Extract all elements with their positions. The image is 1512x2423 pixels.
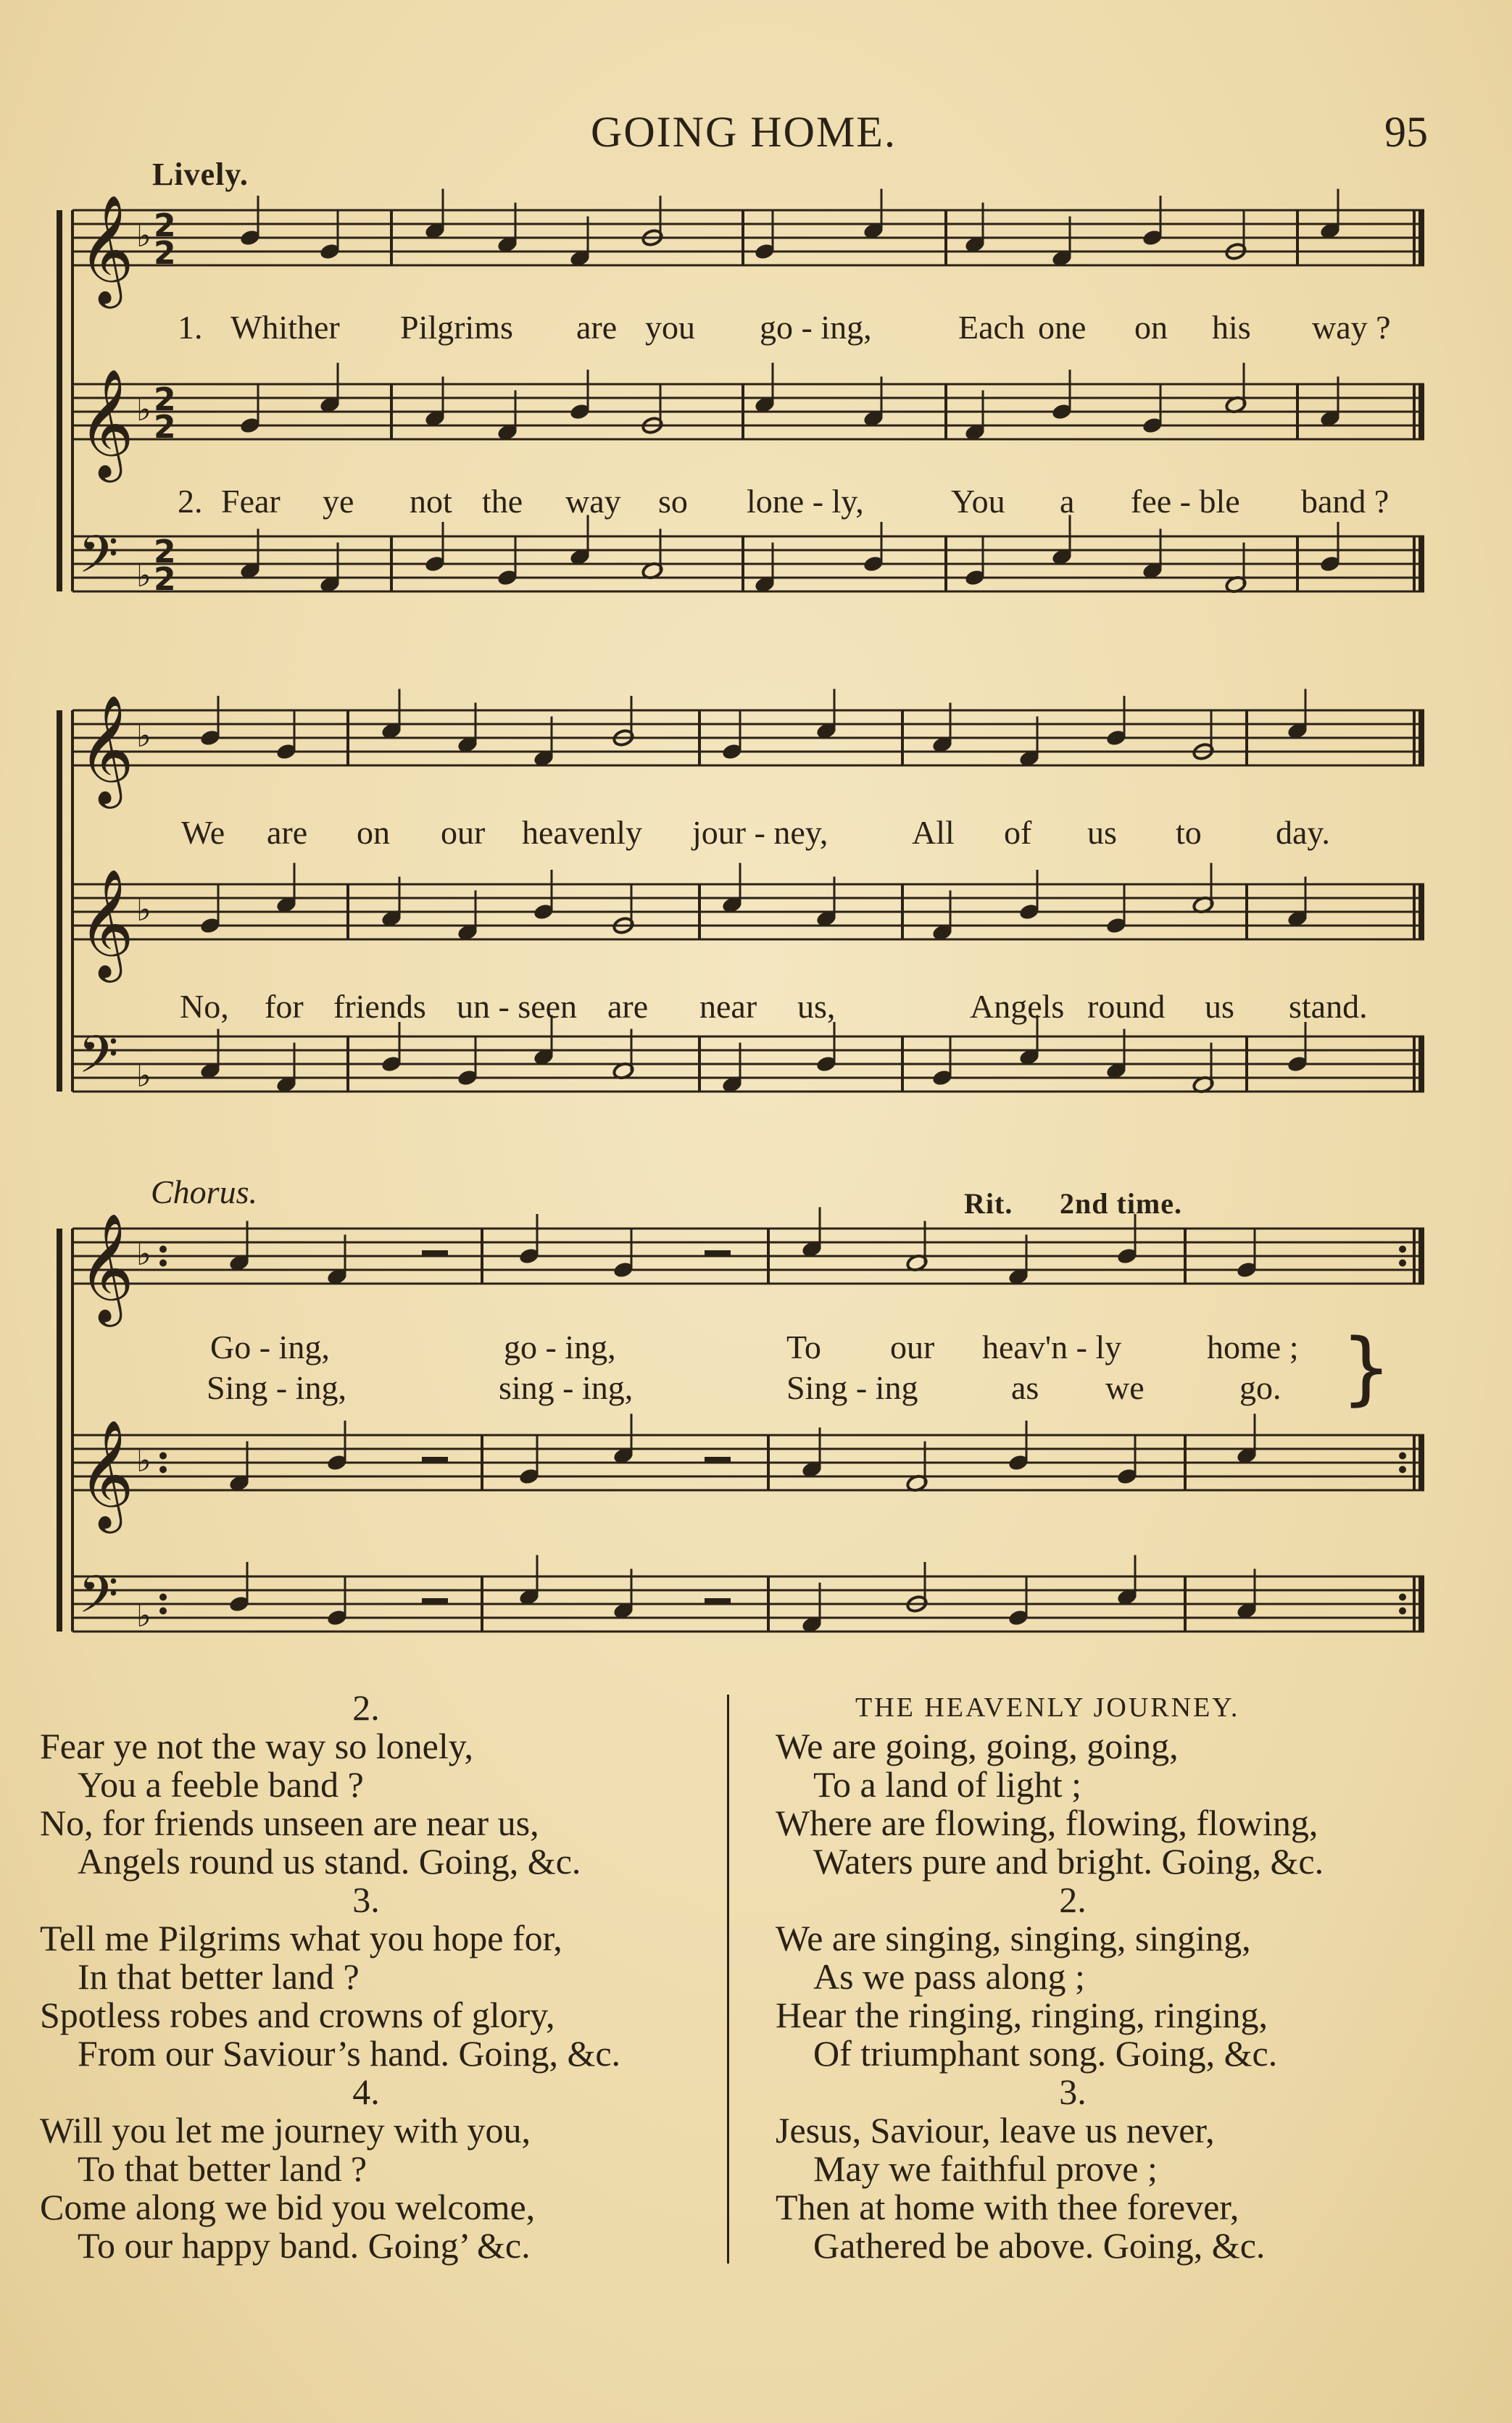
lyric-word: you xyxy=(645,309,695,346)
bass-clef-icon: 𝄢 xyxy=(78,525,119,597)
time-signature-numerator: 2 xyxy=(154,207,176,244)
lyric-word: not xyxy=(410,483,452,520)
lyric-word: for xyxy=(265,988,304,1025)
lyric-word: Pilgrims xyxy=(400,309,513,346)
bass-clef-icon: 𝄢 xyxy=(78,1565,119,1637)
flat-icon: ♭ xyxy=(136,1057,151,1094)
final-bar-line xyxy=(1418,210,1424,265)
half-rest xyxy=(422,1598,448,1605)
lyric-word: fee - ble xyxy=(1131,483,1240,520)
staff xyxy=(72,710,1424,765)
staff xyxy=(72,384,1424,439)
final-bar-line xyxy=(1418,1576,1424,1632)
repeat-dot xyxy=(1399,1246,1406,1253)
verse-line: May we faithful prove ; xyxy=(813,2148,1158,2189)
staff xyxy=(72,1229,1424,1284)
lyric-word: Sing - ing, xyxy=(207,1369,346,1406)
lyric-word: un - seen xyxy=(457,988,578,1025)
lyric-word: one xyxy=(1038,309,1087,346)
verse-line: To our happy band. Going’ &c. xyxy=(78,2225,531,2266)
half-rest xyxy=(422,1457,448,1463)
lyric-word: round xyxy=(1087,988,1166,1025)
final-bar-line xyxy=(1418,1435,1424,1490)
lyric-word: Sing - ing xyxy=(786,1369,918,1406)
lyric-word: heavenly xyxy=(522,814,643,851)
final-bar-line xyxy=(1418,384,1424,439)
lyric-word: ye xyxy=(323,483,354,520)
treble-clef-icon: 𝄞 xyxy=(78,367,134,478)
verse-line: Waters pure and bright. Going, &c. xyxy=(813,1841,1324,1882)
time-signature-numerator: 2 xyxy=(154,533,176,570)
lyric-line-chorus-2 xyxy=(0,1368,1512,1409)
tempo-marking: Lively. xyxy=(152,157,249,192)
repeat-dot xyxy=(159,1466,167,1474)
treble-clef-icon: 𝄞 xyxy=(78,1212,134,1322)
lyric-word: To xyxy=(786,1329,821,1366)
verse-line: Come along we bid you welcome, xyxy=(40,2187,536,2227)
lyric-word: us, xyxy=(797,988,836,1025)
lyric-word: as xyxy=(1011,1369,1039,1406)
repeat-dot xyxy=(1399,1608,1406,1615)
lyric-word: Go - ing, xyxy=(210,1329,330,1366)
lyric-word: You xyxy=(951,483,1005,520)
verse-line: Will you let me journey with you, xyxy=(40,2110,531,2150)
stanza-number: 4. xyxy=(352,2071,380,2112)
lyric-word: a xyxy=(1060,483,1075,520)
repeat-dot xyxy=(159,1246,167,1253)
lyric-word: day. xyxy=(1276,814,1330,851)
repeat-dot xyxy=(159,1594,167,1601)
verse-line: Jesus, Saviour, leave us never, xyxy=(776,2110,1215,2150)
repeat-dot xyxy=(1399,1452,1406,1460)
verse-line: Hear the ringing, ringing, ringing, xyxy=(776,1995,1268,2035)
page-title: GOING HOME. xyxy=(591,108,897,156)
lyric-word: are xyxy=(267,814,308,851)
staff xyxy=(72,210,1424,265)
system-bracket xyxy=(57,1229,62,1632)
lyric-word: his xyxy=(1212,309,1251,346)
verse-line: Gathered be above. Going, &c. xyxy=(813,2225,1266,2266)
treble-clef-icon: 𝄞 xyxy=(78,194,134,304)
lyric-word: us xyxy=(1087,814,1117,851)
lyric-word: Fear xyxy=(221,483,281,520)
verse-line: To a land of light ; xyxy=(813,1764,1082,1805)
stanza-number: 3. xyxy=(1059,2071,1087,2112)
lyric-word: home ; xyxy=(1207,1329,1299,1366)
lyric-word: on xyxy=(1134,309,1168,346)
verse-line: As we pass along ; xyxy=(813,1956,1085,1997)
verse-line: Of triumphant song. Going, &c. xyxy=(813,2033,1278,2074)
stanza-number: 3. xyxy=(352,1879,380,1920)
lyric-word: we xyxy=(1105,1369,1145,1406)
page-number: 95 xyxy=(1384,108,1428,156)
lyric-word: our xyxy=(890,1329,935,1366)
final-bar-line xyxy=(1418,884,1424,939)
flat-icon: ♭ xyxy=(136,557,151,594)
verse-number: 2. xyxy=(178,483,203,520)
verse-line: We are going, going, going, xyxy=(776,1726,1179,1766)
half-rest xyxy=(705,1457,731,1463)
lyric-word: way ? xyxy=(1312,309,1391,346)
lyric-word: stand. xyxy=(1289,988,1368,1025)
brace-icon: } xyxy=(1341,1321,1392,1414)
repeat-dot xyxy=(1399,1260,1406,1267)
flat-icon: ♭ xyxy=(136,1236,151,1273)
system-bracket xyxy=(57,710,62,1092)
lyric-word: our xyxy=(441,814,486,851)
treble-clef-icon: 𝄞 xyxy=(78,868,134,978)
treble-clef-icon: 𝄞 xyxy=(78,694,134,804)
lyric-word: way xyxy=(565,483,621,520)
half-rest xyxy=(422,1250,448,1257)
hymn-subtitle: THE HEAVENLY JOURNEY. xyxy=(855,1692,1240,1723)
staff xyxy=(72,1435,1424,1490)
staff xyxy=(72,884,1424,939)
time-signature-denominator: 2 xyxy=(154,409,176,446)
lyric-word: go - ing, xyxy=(760,309,872,346)
repeat-dot xyxy=(159,1452,167,1460)
bass-clef-icon: 𝄢 xyxy=(78,1025,119,1097)
lyric-word: are xyxy=(607,988,649,1025)
lyric-word: are xyxy=(576,309,618,346)
lyric-word: No, xyxy=(180,988,229,1025)
lyric-word: jour - ney, xyxy=(692,814,828,851)
flat-icon: ♭ xyxy=(136,217,151,254)
staff xyxy=(72,536,1424,591)
verse-number: 1. xyxy=(178,309,203,346)
half-rest xyxy=(705,1250,731,1257)
stanza-number: 2. xyxy=(1059,1879,1087,1920)
chorus-label: Chorus. xyxy=(151,1173,257,1210)
flat-icon: ♭ xyxy=(136,718,151,755)
verse-line: Tell me Pilgrims what you hope for, xyxy=(40,1918,562,1958)
column-divider xyxy=(727,1695,729,2264)
repeat-dot xyxy=(159,1608,167,1615)
stanza-number: 2. xyxy=(352,1687,380,1728)
lyric-word: on xyxy=(357,814,390,851)
time-signature-denominator: 2 xyxy=(154,235,176,272)
lyric-word: go - ing, xyxy=(504,1329,616,1366)
lyric-word: lone - ly, xyxy=(747,483,864,520)
time-signature-denominator: 2 xyxy=(154,561,176,598)
staff xyxy=(72,1036,1424,1092)
lyric-line-s1-2 xyxy=(0,482,1512,525)
verse-line: You a feeble band ? xyxy=(78,1764,364,1805)
verse-line: Angels round us stand. Going, &c. xyxy=(78,1841,581,1882)
staff xyxy=(72,1576,1424,1632)
verse-line: We are singing, singing, singing, xyxy=(776,1918,1251,1958)
final-bar-line xyxy=(1418,1229,1424,1284)
flat-icon: ♭ xyxy=(136,1597,151,1634)
lyric-word: so xyxy=(658,483,688,520)
lyric-word: Whither xyxy=(230,309,340,346)
verse-line: Fear ye not the way so lonely, xyxy=(40,1726,473,1766)
final-bar-line xyxy=(1418,1036,1424,1092)
flat-icon: ♭ xyxy=(136,1442,151,1479)
repeat-dot xyxy=(1399,1466,1406,1474)
verse-line: No, for friends unseen are near us, xyxy=(40,1803,539,1843)
half-rest xyxy=(705,1598,731,1605)
repeat-dot xyxy=(1399,1594,1406,1601)
verse-line: Spotless robes and crowns of glory, xyxy=(40,1995,555,2035)
system-bracket xyxy=(57,210,62,591)
verse-line: In that better land ? xyxy=(78,1956,360,1997)
lyric-word: All xyxy=(912,814,955,851)
lyric-word: Angels xyxy=(970,988,1065,1025)
lyric-word: heav'n - ly xyxy=(982,1329,1122,1366)
treble-clef-icon: 𝄞 xyxy=(78,1418,134,1529)
time-signature-numerator: 2 xyxy=(154,381,176,418)
lyric-word: near xyxy=(699,988,757,1025)
lyric-word: sing - ing, xyxy=(499,1369,634,1406)
lyric-word: us xyxy=(1205,988,1234,1025)
lyric-line-chorus-1 xyxy=(0,1328,1512,1368)
repeat-dot xyxy=(159,1260,167,1267)
flat-icon: ♭ xyxy=(136,391,151,428)
verses-right xyxy=(776,1689,1500,2265)
verse-line: From our Saviour’s hand. Going, &c. xyxy=(78,2033,621,2074)
verse-line: Then at home with thee forever, xyxy=(776,2187,1239,2227)
final-bar-line xyxy=(1418,536,1424,591)
final-bar-line xyxy=(1418,710,1424,765)
lyric-word: band ? xyxy=(1301,483,1390,520)
lyric-word: Each xyxy=(958,309,1025,346)
lyric-word: We xyxy=(181,814,225,851)
lyric-line-s2-2 xyxy=(0,987,1512,1031)
ritardando-marking: Rit. xyxy=(964,1187,1013,1220)
lyric-word: of xyxy=(1004,814,1032,851)
lyric-line-s2-1 xyxy=(0,813,1512,857)
lyric-word: go. xyxy=(1239,1369,1282,1406)
lyric-word: the xyxy=(482,483,523,520)
verses-left xyxy=(40,1689,721,2265)
verse-line: Where are flowing, flowing, flowing, xyxy=(776,1803,1318,1843)
lyric-word: to xyxy=(1176,814,1202,851)
verse-line: To that better land ? xyxy=(78,2148,367,2189)
lyric-line-s1-1 xyxy=(0,308,1512,352)
lyric-word: friends xyxy=(333,988,426,1025)
flat-icon: ♭ xyxy=(136,892,151,928)
second-time-marking: 2nd time. xyxy=(1060,1187,1182,1220)
